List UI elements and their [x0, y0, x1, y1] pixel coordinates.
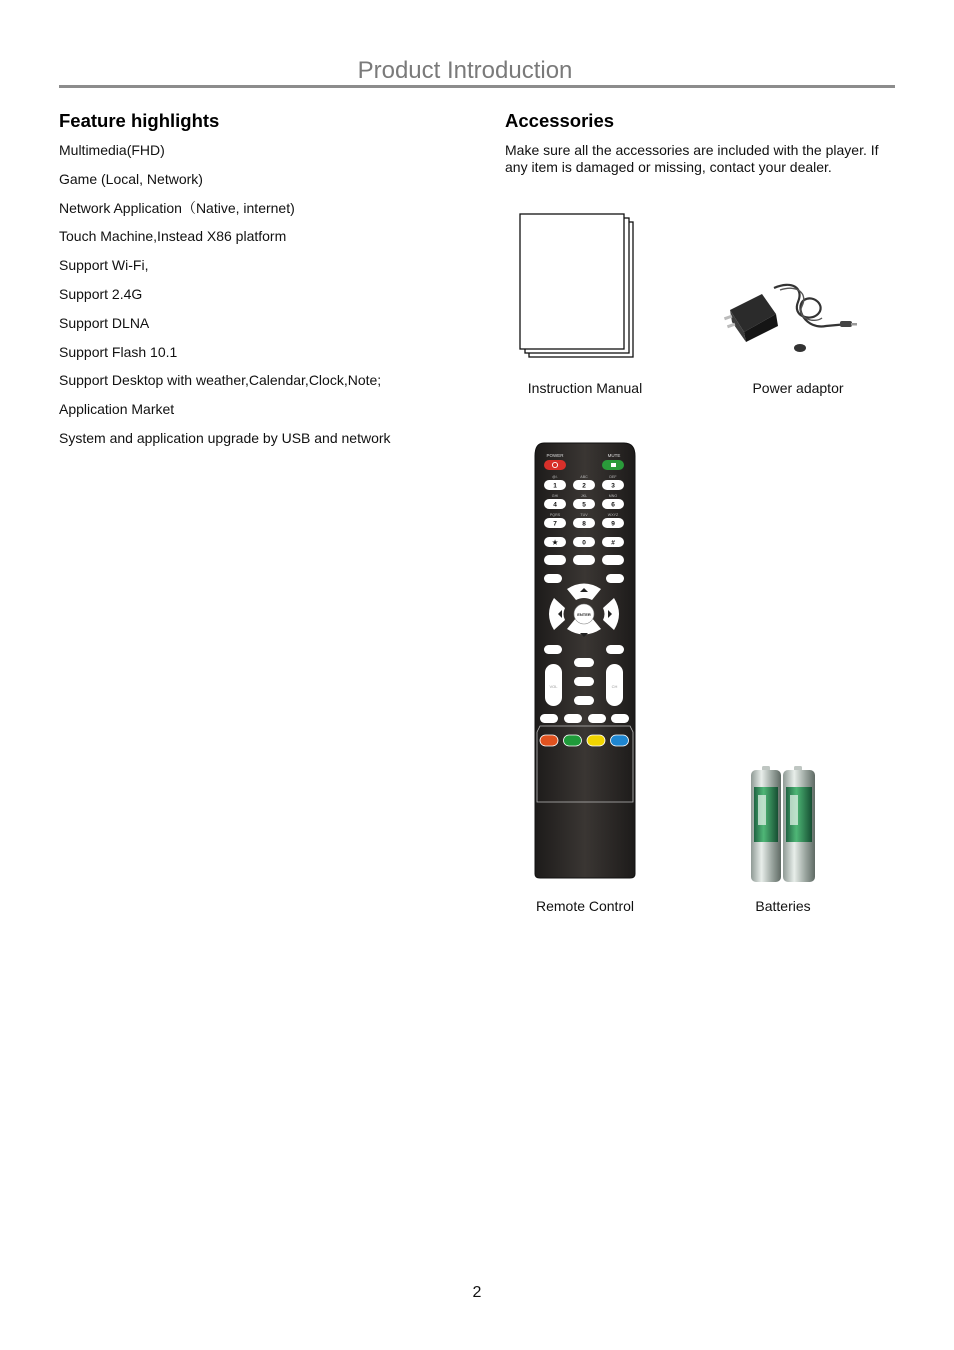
remote-color-key	[587, 735, 605, 746]
feature-item: Support 2.4G	[59, 285, 143, 302]
accessories-intro: Make sure all the accessories are included with the player. If any item is damaged or missing, contact your dealer.	[505, 142, 879, 175]
remote-key-letters: DEF	[609, 475, 617, 479]
feature-item: Support Desktop with weather,Calendar,Clock,Note;	[59, 372, 382, 389]
remote-color-key	[611, 735, 629, 746]
page-title: Product Introduction	[357, 57, 573, 84]
feature-item: System and application upgrade by USB and network	[59, 429, 391, 446]
title-divider	[59, 85, 895, 88]
remote-vol-text: VOL	[549, 684, 558, 689]
manual-label: Instruction Manual	[527, 380, 643, 396]
remote-color-key	[564, 735, 582, 746]
remote-key-letters: TUV	[580, 513, 588, 517]
remote-color-key	[540, 735, 558, 746]
features-heading: Feature highlights	[59, 110, 220, 131]
remote-control-label: Remote Control	[535, 898, 635, 914]
remote-key-label: 6	[611, 501, 615, 509]
remote-key-letters: PQRS	[549, 513, 561, 517]
feature-item: Touch Machine,Instead X86 platform	[59, 228, 287, 245]
remote-key-letters: MNO	[608, 494, 618, 498]
remote-ch-text: CH	[611, 684, 618, 689]
page-number: 2	[472, 1284, 482, 1301]
remote-key-letters: JKL	[580, 494, 588, 498]
remote-key-label: 7	[553, 520, 557, 528]
remote-key-letters: GHI	[551, 494, 559, 498]
remote-key-label: 0	[582, 539, 586, 547]
remote-key-label: 9	[611, 520, 615, 528]
remote-key-label: 1	[553, 482, 557, 490]
remote-key-label: ★	[552, 539, 558, 547]
accessories-heading: Accessories	[505, 110, 615, 131]
feature-item: Network Application（Native, internet)	[59, 199, 295, 216]
remote-key-label: 5	[582, 501, 586, 509]
manual-icon	[518, 212, 636, 362]
remote-key-label: 3	[611, 482, 615, 490]
remote-power-text: POWER	[546, 453, 564, 458]
remote-key-label: 2	[582, 482, 586, 490]
feature-item: Support Wi-Fi,	[59, 257, 149, 274]
batteries-icon	[748, 765, 820, 885]
remote-key-letters: @/.	[552, 475, 558, 479]
remote-mute-text: MUTE	[607, 453, 621, 458]
batteries-label: Batteries	[755, 898, 811, 914]
remote-key-label: #	[611, 539, 615, 547]
feature-item: Game (Local, Network)	[59, 170, 203, 187]
feature-item: Application Market	[59, 401, 175, 418]
remote-key-label: 4	[553, 501, 557, 509]
remote-enter-text: ENTER	[577, 612, 591, 617]
features-list	[59, 141, 391, 458]
remote-key-label: 8	[582, 520, 586, 528]
remote-key-letters: WXYZ	[607, 513, 619, 517]
power-adaptor-label: Power adaptor	[752, 380, 844, 396]
power-adaptor-icon	[722, 280, 862, 358]
feature-item: Multimedia(FHD)	[59, 142, 165, 158]
remote-key-letters: ABC	[580, 475, 588, 479]
feature-item: Support DLNA	[59, 314, 150, 331]
feature-item: Support Flash 10.1	[59, 343, 178, 360]
remote-control-icon	[532, 442, 638, 880]
